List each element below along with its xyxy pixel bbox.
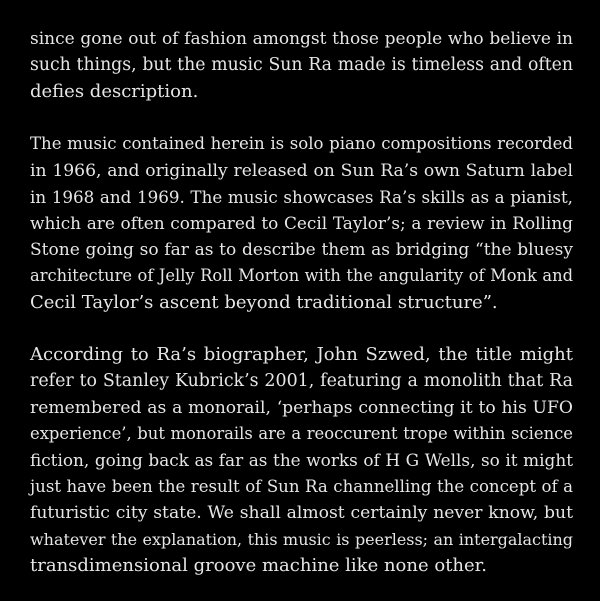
paragraph-2 xyxy=(30,131,573,316)
text-line: whatever the explanation, this music is peerless; an intergalacting xyxy=(30,529,573,549)
text-line: such things, but the music Sun Ra made is timeless and often xyxy=(30,55,573,76)
text-line: remembered as a monorail, ‘perhaps connecting it to his UFO xyxy=(30,397,573,418)
paragraph-1 xyxy=(30,26,573,105)
paragraph-3 xyxy=(30,342,573,580)
text-line: transdimensional groove machine like none other. xyxy=(30,555,488,577)
text-line: in 1968 and 1969. The music showcases Ra’s skills as a pianist, xyxy=(30,186,573,207)
text-line: just have been the result of Sun Ra channelling the concept of a xyxy=(30,476,573,496)
text-line: refer to Stanley Kubrick’s 2001, featuring a monolith that Ra xyxy=(30,371,573,392)
text-line: experience’, but monorails are a reoccurent trope within science xyxy=(30,424,573,444)
text-line: which are often compared to Cecil Taylor’s; a review in Rolling xyxy=(30,213,573,234)
text-line: in 1966, and originally released on Sun Ra’s own Saturn label xyxy=(30,160,573,181)
text-line: futuristic city state. We shall almost certainly never know, but xyxy=(30,503,573,524)
text-line: defies description. xyxy=(30,80,199,102)
text-line: fiction, going back as far as the works of H G Wells, so it might xyxy=(30,450,573,471)
text-line: According to Ra’s biographer, John Szwed, the title might xyxy=(30,343,573,365)
text-line: Stone going so far as to describe them as bridging “the bluesy xyxy=(30,239,573,260)
text-line: architecture of Jelly Roll Morton with the angularity of Monk and xyxy=(30,266,573,286)
text-line: Cecil Taylor’s ascent beyond traditional structure”. xyxy=(30,291,498,313)
text-line: since gone out of fashion amongst those people who believe in xyxy=(30,29,573,49)
text-line: The music contained herein is solo piano compositions recorded xyxy=(30,134,573,154)
